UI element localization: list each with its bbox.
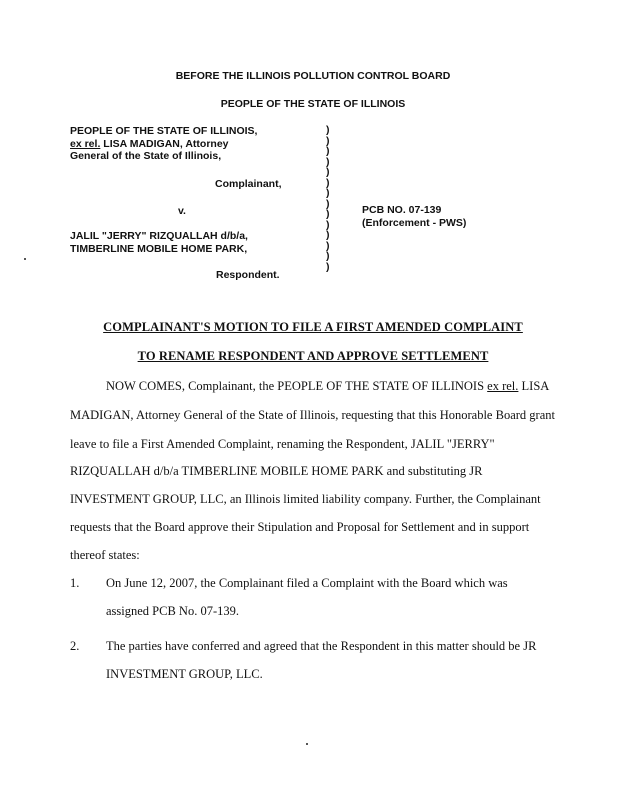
item-1-number: 1. (70, 576, 80, 590)
complainant-label: Complainant, (215, 178, 282, 190)
intro-line-2: MADIGAN, Attorney General of the State of Illinois, requesting that this Honorable Board grant (70, 408, 555, 422)
case-number: PCB NO. 07-139 (362, 204, 442, 216)
plaintiff-line-3: General of the State of Illinois, (70, 150, 222, 162)
plaintiff-line-2 (70, 138, 257, 151)
intro-line-5: INVESTMENT GROUP, LLC, an Illinois limited liability company. Further, the Complainant (70, 492, 541, 506)
item-2-line-1: The parties have conferred and agreed that the Respondent in this matter should be JR (106, 639, 537, 653)
versus-label: v. (178, 205, 186, 217)
plaintiff-line-1: PEOPLE OF THE STATE OF ILLINOIS, (70, 125, 258, 137)
intro-line-6: requests that the Board approve their Stipulation and Proposal for Settlement and in support (70, 520, 530, 534)
paren: ) (326, 239, 330, 252)
paren: ) (326, 218, 330, 231)
paren: ) (326, 250, 330, 262)
intro-line-1-a: NOW COMES, Complainant, the PEOPLE OF THE STATE OF ILLINOIS (106, 379, 488, 393)
paren: ) (326, 134, 330, 147)
respondent-label: Respondent. (216, 269, 280, 281)
board-heading: BEFORE THE ILLINOIS POLLUTION CONTROL BOARD (175, 70, 451, 82)
paren: ) (326, 187, 330, 199)
plaintiff-line-2-rest: LISA MADIGAN, Attorney (100, 137, 229, 150)
respondent-line-2: TIMBERLINE MOBILE HOME PARK, (70, 242, 248, 255)
case-type: (Enforcement - PWS) (362, 216, 467, 229)
item-1-line-1: On June 12, 2007, the Complainant filed a Complaint with the Board which was (106, 576, 508, 590)
paren: ) (326, 145, 330, 157)
intro-line-3: leave to file a First Amended Complaint, renaming the Respondent, JALIL "JERRY" (70, 437, 495, 451)
paren: ) (326, 260, 330, 273)
intro-ex-rel: ex rel. (487, 379, 519, 393)
people-heading: PEOPLE OF THE STATE OF ILLINOIS (220, 98, 406, 110)
caption-plaintiff (70, 125, 257, 163)
caption-divider (326, 125, 330, 272)
intro-line-4: RIZQUALLAH d/b/a TIMBERLINE MOBILE HOME PARK and substituting JR (70, 464, 483, 478)
intro-line-1-b: LISA (518, 379, 550, 393)
item-2-line-2: INVESTMENT GROUP, LLC. (106, 667, 263, 681)
paren: ) (326, 197, 330, 210)
paren: ) (326, 208, 330, 220)
intro-line-1 (106, 379, 549, 394)
respondent-line-1: JALIL "JERRY" RIZQUALLAH d/b/a, (70, 230, 248, 242)
paren: ) (326, 229, 330, 241)
item-2-number: 2. (70, 639, 80, 653)
motion-title-line-2: TO RENAME RESPONDENT AND APPROVE SETTLEMENT (137, 349, 489, 363)
intro-line-7: thereof states: (70, 548, 140, 562)
paren: ) (326, 166, 330, 178)
paren: ) (326, 124, 330, 136)
scan-speck (306, 743, 308, 745)
paren: ) (326, 176, 330, 189)
paren: ) (326, 155, 330, 168)
motion-title-line-1: COMPLAINANT'S MOTION TO FILE A FIRST AMENDED COMPLAINT (103, 320, 523, 334)
case-info (362, 204, 466, 229)
ex-rel-text: ex rel. (70, 137, 101, 150)
caption-respondent (70, 230, 248, 255)
scan-speck (24, 258, 26, 260)
item-1-line-2: assigned PCB No. 07-139. (106, 604, 239, 618)
